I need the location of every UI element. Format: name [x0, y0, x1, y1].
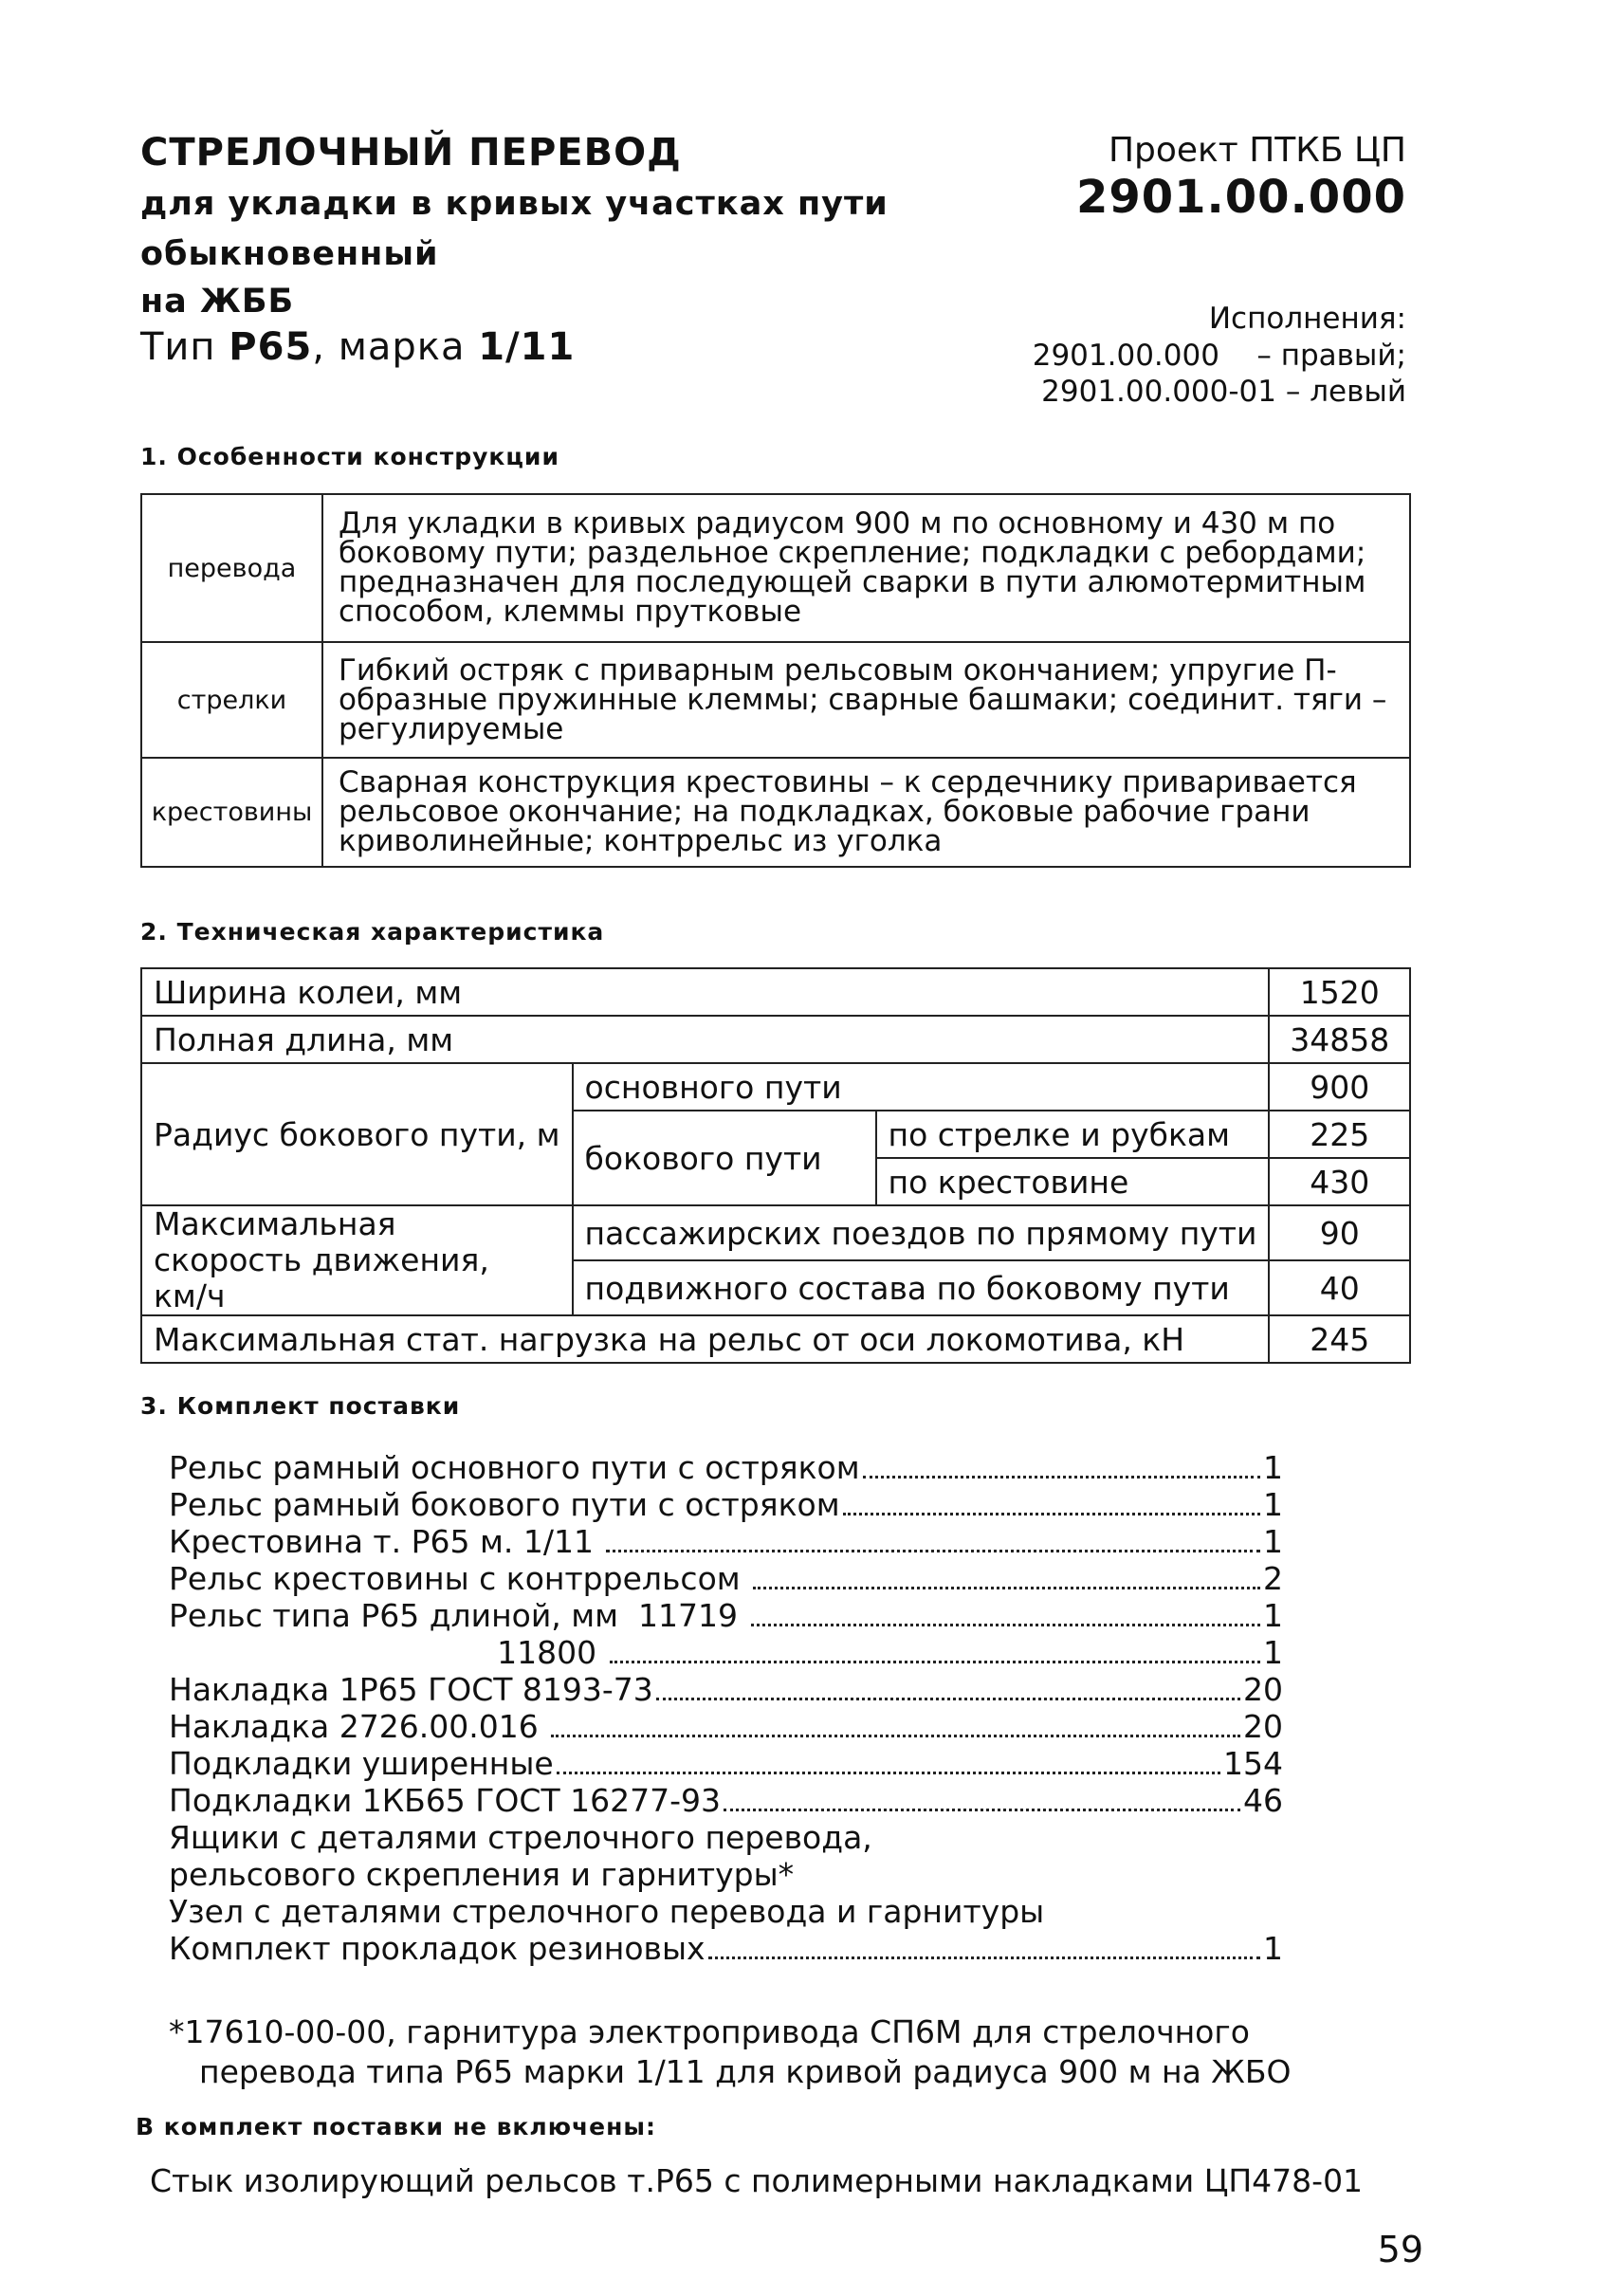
- dot-leader: [843, 1513, 1260, 1515]
- dot-leader: [606, 1550, 1260, 1552]
- excluded-text: Стык изолирующий рельсов т.Р65 с полимерными накладками ЦП478-01: [150, 2162, 1364, 2199]
- dot-leader: [751, 1624, 1261, 1626]
- item-name: Комплект прокладок резиновых: [169, 1930, 706, 1967]
- item-qty: 154: [1223, 1745, 1283, 1782]
- dot-leader: [551, 1735, 1240, 1737]
- list-item: [169, 1560, 1283, 1597]
- list-item: [169, 1708, 1283, 1745]
- document-subtitle-1: для укладки в кривых участках пути: [140, 185, 889, 223]
- radius-switch-label: по стрелке и рубкам: [876, 1111, 1270, 1158]
- table-row: [141, 642, 1410, 758]
- dot-leader: [610, 1661, 1260, 1663]
- item-qty: 1: [1263, 1523, 1283, 1560]
- project-label: Проект ПТКБ ЦП: [1108, 131, 1406, 170]
- construction-features-table: [140, 493, 1411, 868]
- dot-leader: [708, 1956, 1260, 1959]
- item-name: Рельс рамный бокового пути с остряком: [169, 1486, 840, 1523]
- dot-leader: [724, 1809, 1240, 1811]
- section2-title: 2. Техническая характеристика: [140, 918, 605, 946]
- execution-right: 2901.00.000 – правый;: [1032, 339, 1406, 373]
- document-subtitle-3: на ЖББ: [140, 283, 295, 321]
- document-title: СТРЕЛОЧНЫЙ ПЕРЕВОД: [140, 131, 682, 174]
- radius-switch-value: 225: [1269, 1111, 1410, 1158]
- speed-side-label: подвижного состава по боковому пути: [573, 1260, 1270, 1315]
- radius-main-value: 900: [1269, 1063, 1410, 1111]
- list-item: [169, 1745, 1283, 1782]
- feature-label: стрелки: [141, 642, 322, 758]
- item-name: Накладка 2726.00.016: [169, 1708, 549, 1745]
- page-number: 59: [1377, 2229, 1423, 2270]
- item-qty: 1: [1263, 1597, 1283, 1634]
- item-qty: 20: [1243, 1708, 1283, 1745]
- load-value: 245: [1269, 1315, 1410, 1363]
- item-qty: 1: [1263, 1486, 1283, 1523]
- length-label: Полная длина, мм: [141, 1016, 1269, 1063]
- list-item: [169, 1486, 1283, 1523]
- gauge-label: Ширина колеи, мм: [141, 968, 1269, 1016]
- type-rail: Р65: [229, 325, 313, 369]
- radius-frog-label: по крестовине: [876, 1158, 1270, 1205]
- list-item: [169, 1449, 1283, 1486]
- item-name: Крестовина т. Р65 м. 1/11: [169, 1523, 604, 1560]
- item-qty: 2: [1263, 1560, 1283, 1597]
- table-row: [141, 1315, 1410, 1363]
- radius-label: Радиус бокового пути, м: [141, 1063, 573, 1205]
- item-name: Рельс крестовины с контррельсом: [169, 1560, 751, 1597]
- item-qty: 20: [1243, 1671, 1283, 1708]
- table-row: [141, 1205, 1410, 1260]
- dot-leader: [863, 1476, 1260, 1479]
- item-name: Рельс рамный основного пути с остряком: [169, 1449, 860, 1486]
- list-item: [169, 1819, 1283, 1856]
- table-row: [141, 1016, 1410, 1063]
- gauge-value: 1520: [1269, 968, 1410, 1016]
- length-value: 34858: [1269, 1016, 1410, 1063]
- item-name: Узел с деталями стрелочного перевода и гарнитуры: [169, 1893, 1045, 1930]
- table-row: [141, 758, 1410, 867]
- switch-type-line: [140, 325, 575, 369]
- feature-text: Гибкий остряк с приварным рельсовым окончанием; упругие П-образные пружинные клеммы; сварные башмаки; соединит. тяги – регулируемые: [322, 642, 1410, 758]
- type-mark: 1/11: [478, 325, 576, 369]
- footnote: [169, 2012, 1291, 2092]
- dot-leader: [557, 1772, 1220, 1774]
- section1-title: 1. Особенности конструкции: [140, 443, 559, 470]
- item-name: Подкладки уширенные: [169, 1745, 554, 1782]
- radius-main-label: основного пути: [573, 1063, 1270, 1111]
- feature-label: перевода: [141, 494, 322, 642]
- delivery-list: [169, 1449, 1283, 1967]
- speed-passenger-label: пассажирских поездов по прямому пути: [573, 1205, 1270, 1260]
- document-subtitle-2: обыкновенный: [140, 235, 439, 273]
- list-item: [169, 1930, 1283, 1967]
- speed-label: [141, 1205, 573, 1315]
- project-number: 2901.00.000: [1075, 171, 1406, 224]
- item-name: рельсового скрепления и гарнитуры*: [169, 1856, 795, 1893]
- speed-label-text: Максимальная скорость движения, км/ч: [154, 1205, 489, 1314]
- type-mid: , марка: [312, 325, 479, 369]
- footnote-line-1: *17610-00-00, гарнитура электропривода СП6М для стрелочного: [169, 2013, 1250, 2050]
- speed-side-value: 40: [1269, 1260, 1410, 1315]
- list-item: [169, 1523, 1283, 1560]
- item-name: Накладка 1Р65 ГОСТ 8193-73: [169, 1671, 653, 1708]
- item-name: Ящики с деталями стрелочного перевода,: [169, 1819, 872, 1856]
- execution-left: 2901.00.000-01 – левый: [1041, 375, 1406, 409]
- table-row: [141, 494, 1410, 642]
- list-item: [169, 1856, 1283, 1893]
- item-name: 11800: [169, 1634, 607, 1671]
- feature-text: Для укладки в кривых радиусом 900 м по основному и 430 м по боковому пути; раздельное скрепление; подкладки с ребордами; предназначен для последующей сварки в пути алюмотермитным способом, клеммы прутковые: [322, 494, 1410, 642]
- item-qty: 1: [1263, 1930, 1283, 1967]
- table-row: [141, 968, 1410, 1016]
- item-qty: 46: [1243, 1782, 1283, 1819]
- radius-frog-value: 430: [1269, 1158, 1410, 1205]
- dot-leader: [656, 1698, 1240, 1700]
- list-item: [169, 1671, 1283, 1708]
- feature-text: Сварная конструкция крестовины – к сердечнику приваривается рельсовое окончание; на подкладках, боковые рабочие грани криволинейные; контррельс из уголка: [322, 758, 1410, 867]
- table-row: [141, 1063, 1410, 1111]
- list-item: [169, 1597, 1283, 1634]
- item-qty: 1: [1263, 1449, 1283, 1486]
- feature-label: крестовины: [141, 758, 322, 867]
- load-label: Максимальная стат. нагрузка на рельс от оси локомотива, кН: [141, 1315, 1269, 1363]
- list-item: [169, 1782, 1283, 1819]
- section3-title: 3. Комплект поставки: [140, 1392, 461, 1420]
- type-prefix: Тип: [140, 325, 229, 369]
- list-item: [169, 1893, 1283, 1930]
- executions-label: Исполнения:: [1208, 302, 1406, 336]
- item-name: Подкладки 1КБ65 ГОСТ 16277-93: [169, 1782, 721, 1819]
- dot-leader: [753, 1587, 1260, 1589]
- speed-passenger-value: 90: [1269, 1205, 1410, 1260]
- excluded-title: В комплект поставки не включены:: [136, 2113, 657, 2140]
- technical-characteristics-table: [140, 967, 1411, 1364]
- list-item: [169, 1634, 1283, 1671]
- radius-side-label: бокового пути: [573, 1111, 876, 1205]
- footnote-line-2: перевода типа Р65 марки 1/11 для кривой радиуса 900 м на ЖБО: [199, 2053, 1292, 2090]
- item-name: Рельс типа Р65 длиной, мм 11719: [169, 1597, 748, 1634]
- item-qty: 1: [1263, 1634, 1283, 1671]
